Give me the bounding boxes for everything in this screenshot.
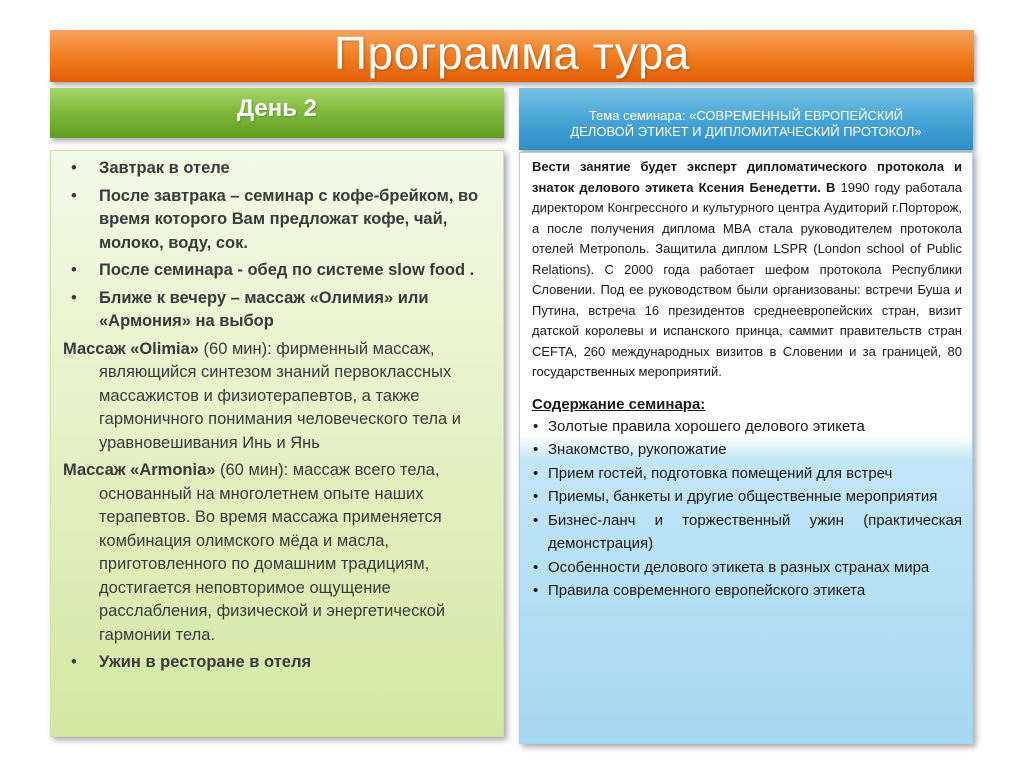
bullet-icon: •: [71, 159, 77, 177]
list-item: • Ближе к вечеру – массаж «Олимия» или «Армония» на выбор: [63, 287, 489, 334]
massage-armonia-name: Массаж «Armonia»: [63, 461, 216, 479]
title-banner: [50, 27, 974, 82]
bullet-icon: •: [71, 288, 77, 307]
massage-olimia-description: [63, 338, 489, 456]
bullet-icon: •: [533, 558, 539, 576]
list-item: • После семинара - обед по системе slow food .: [63, 259, 489, 283]
expert-intro: Вести занятие будет эксперт дипломатического протокола и знаток делового этикета Ксения Бенедетти. В: [532, 159, 962, 195]
massage-armonia-text: : массаж всего тела, основанный на многолетнем опыте наших терапевтов. Во время массажа применяется комбинация олимского мёда и масла, приготовленного по домашним традициям, достигается неповторимое ощущение расслабления, физической и энергетической гармонии тела.: [99, 461, 446, 644]
seminar-info-panel: [519, 152, 973, 744]
expert-bio: [532, 157, 962, 383]
bullet-icon: •: [533, 464, 539, 482]
bullet-icon: •: [533, 417, 539, 435]
list-item: • Завтрак в отеле: [63, 157, 489, 181]
bullet-icon: •: [533, 441, 539, 458]
massage-olimia-name: Массаж «Olimia»: [63, 339, 199, 358]
massage-olimia-text: : фирменный массаж, являющийся синтезом знаний первоклассных массажистов и физиотерапевтов, а также гармоничного понимания человеческого тела и уравновешивания Инь и Янь: [99, 339, 462, 452]
bullet-icon: •: [71, 653, 77, 671]
list-item: • Ужин в ресторане в отеля: [63, 651, 489, 675]
seminar-topic-line-1: Тема семинара: «СОВРЕМЕННЫЙ ЕВРОПЕЙСКИЙ: [588, 108, 904, 123]
expert-details: 1990 году работала директором Конгрессного и культурного центра Аудиторий г.Порторож, а после получения диплома MBA стала руководителем протокола отелей Метрополь. Защитила диплом LSPR (London school of Public Relations). С 2000 года работает шефом протокола Республики Словении. Под ее руководством были организованы: встречи Буша и Путина, встреча 16 президентов среднеевропейских стран, визит датской королевы и испанского принца, саммит правительств стран CEFTA, 260 международных визитов в Словении и за границей, 80 государственных мероприятий.: [532, 179, 962, 379]
page-title: Программа тура: [333, 27, 691, 79]
massage-armonia-description: [63, 459, 489, 647]
list-item: • Приемы, банкеты и другие общественные мероприятия: [532, 485, 962, 509]
list-item: • Прием гостей, подготовка помещений для встреч: [532, 462, 962, 486]
seminar-content-heading: Содержание семинара:: [532, 395, 706, 413]
bullet-icon: •: [533, 582, 539, 599]
day-label: День 2: [236, 95, 317, 122]
list-item: • Золотые правила хорошего делового этикета: [532, 415, 962, 439]
list-item: • Бизнес-ланч и торжественный ужин (практическая демонстрация): [532, 509, 962, 556]
massage-armonia-duration: (60 мин): [215, 461, 284, 479]
bullet-icon: •: [71, 261, 77, 279]
seminar-topic-banner: [519, 88, 973, 150]
bullet-icon: •: [533, 488, 539, 505]
seminar-topic-line-2: ДЕЛОВОЙ ЭТИКЕТ И ДИПЛОМИТАЧЕСКИЙ ПРОТОКОЛ»: [570, 124, 922, 139]
day-program-panel: [50, 150, 504, 737]
list-item: • Правила современного европейского этикета: [532, 579, 962, 603]
list-item: • Особенности делового этикета в разных странах мира: [532, 556, 962, 580]
day-banner: [50, 88, 504, 138]
massage-olimia-duration: (60 мин): [198, 339, 268, 358]
list-item: • После завтрака – семинар с кофе-брейком, во время которого Вам предложат кофе, чай, молоко, воду, сок.: [63, 185, 489, 256]
bullet-icon: •: [533, 511, 539, 529]
bullet-icon: •: [71, 186, 77, 205]
list-item: • Знакомство, рукопожатие: [532, 438, 962, 462]
